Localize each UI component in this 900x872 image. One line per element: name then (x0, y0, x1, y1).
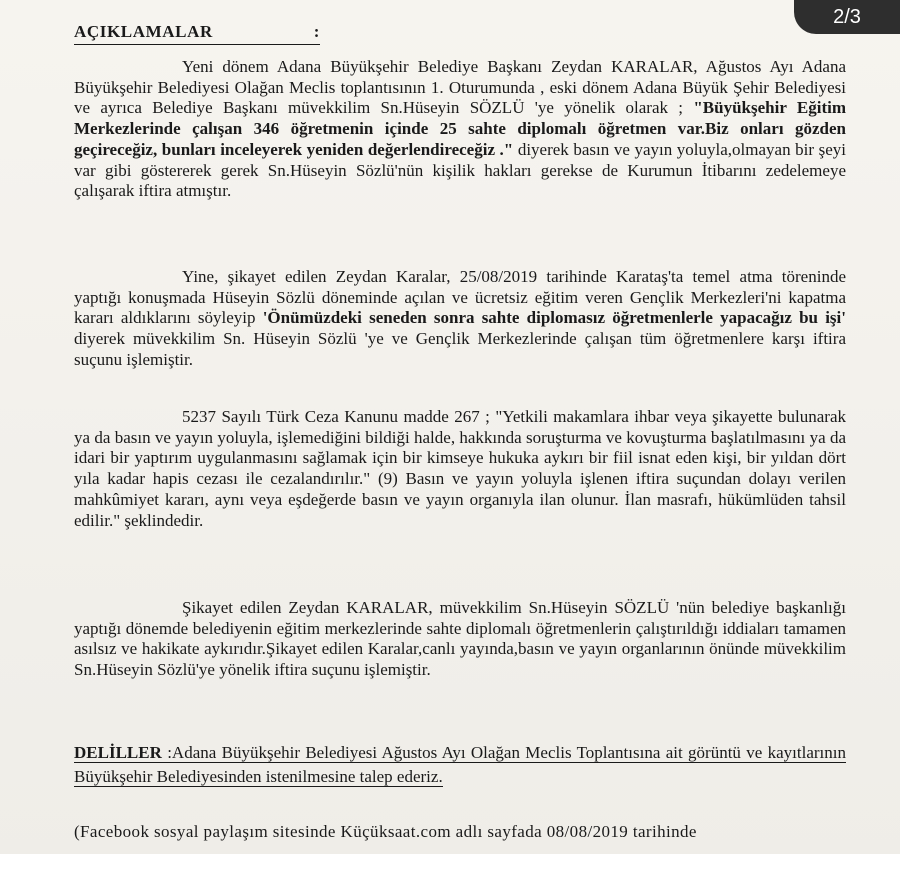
evidence-text: :Adana Büyükşehir Belediyesi Ağustos Ayı Olağan Meclis Toplantısına ait görüntü ve kayıtlarının Büyükşehir Belediyesinden istenilmesine talep ederiz. (74, 743, 846, 786)
evidence-paragraph (74, 741, 846, 789)
paragraph-2 (74, 267, 846, 371)
section-heading (74, 22, 320, 45)
paragraph-6 (74, 822, 846, 843)
paragraph-1-text-a: Yeni dönem Adana Büyükşehir Belediye Başkanı Zeydan KARALAR, Ağustos Ayı Adana Büyükşehir Belediyesi Olağan Meclis toplantısının 1. Oturumunda , eski dönem Adana Büyük Şehir Belediyesi ve ayrıca Belediye Başkanı müvekkilim Sn.Hüseyin SÖZLÜ 'ye yönelik olarak ; (74, 57, 846, 118)
paragraph-1 (74, 57, 846, 202)
heading-title: AÇIKLAMALAR (74, 22, 213, 41)
page-indicator-badge (794, 0, 900, 34)
paragraph-4-text: Şikayet edilen Zeydan KARALAR, müvekkilim Sn.Hüseyin SÖZLÜ 'nün belediye başkanlığı yaptığı dönemde belediyenin eğitim merkezlerinde sahte diplomalı öğretmenlerin çalıştırıldığı iddiaları tamamen asılsız ve hakikate aykırıdır.Şikayet edilen Karalar,canlı yayında,basın ve yayın organlarının önünde müvekkilim Sn.Hüseyin Sözlü'ye yönelik iftira suçunu işlemiştir. (74, 598, 846, 680)
paragraph-6-text: (Facebook sosyal paylaşım sitesinde Küçüksaat.com adlı sayfada 08/08/2019 tarihinde (74, 822, 697, 841)
evidence-label: DELİLLER (74, 743, 162, 762)
page-indicator-text: 2/3 (833, 6, 861, 28)
paragraph-2-quote: 'Önümüzdeki seneden sonra sahte diplomasız öğretmenlerle yapacağız bu işi' (262, 308, 846, 328)
paragraph-2-text-a: Yine, şikayet edilen Zeydan Karalar, 25/08/2019 tarihinde Karataş'ta temel atma töreninde yaptığı konuşmada Hüseyin Sözlü döneminde açılan ve ücretsiz eğitim veren Gençlik Merkezleri'ni kapatma kararı aldıklarını söyleyip (74, 267, 846, 328)
paragraph-4 (74, 598, 846, 681)
bottom-edge (0, 854, 900, 872)
paragraph-3 (74, 407, 846, 531)
paragraph-1-quote: "Büyükşehir Eğitim Merkezlerinde çalışan 346 öğretmenin içinde 25 sahte diplomalı öğretmen var.Biz onları gözden geçireceğiz, bunları inceleyerek yeniden değerlendireceğiz ." (74, 98, 847, 159)
paragraph-2-text-b: diyerek müvekkilim Sn. Hüseyin Sözlü 'ye ve Gençlik Merkezlerinde çalışan tüm öğretmenlere karşı iftira suçunu işlemiştir. (74, 329, 846, 369)
heading-colon: : (313, 22, 320, 41)
paragraph-1-text-b: diyerek basın ve yayın yoluyla,olmayan bir şeyi var gibi göstererek gerek Sn.Hüseyin Sözlü'nün kişilik hakları gerekse de Kurumun İtibarını zedelemeye çalışarak iftira atmıştır. (74, 139, 846, 201)
paragraph-3-text: 5237 Sayılı Türk Ceza Kanunu madde 267 ; "Yetkili makamlara ihbar veya şikayette bulunarak ya da basın ve yayın yoluyla, işlemediğini bildiği halde, hakkında soruşturma ve kovuşturma başlatılmasını ya da idari bir yaptırım uygulanmasını sağlamak için bir kimseye hukuka aykırı bir fiil isnat eden kişi, bir yıldan dört yıla kadar hapis cezası ile cezalandırılır." (9) Basın ve yayın yoluyla işlenen iftira suçundan dolayı verilen mahkûmiyet kararı, aynı veya eşdeğerde basın ve yayın organıyla ilan olunur. İlan masrafı, hükümlüden tahsil edilir." şeklindedir. (74, 407, 846, 530)
